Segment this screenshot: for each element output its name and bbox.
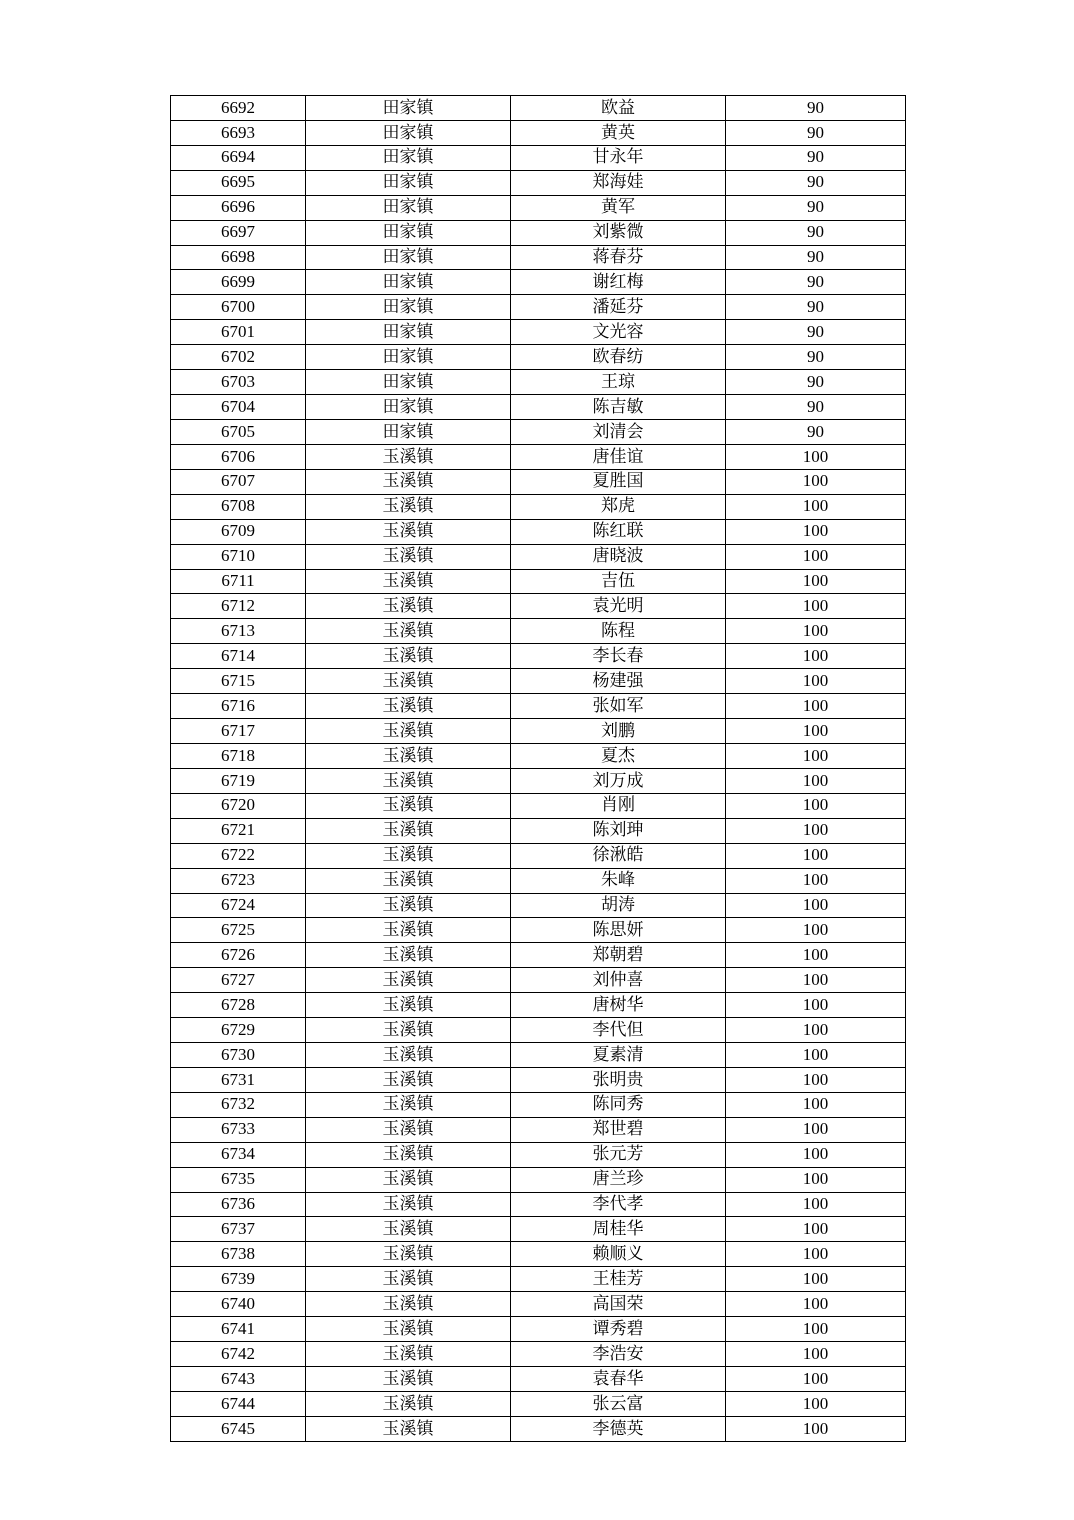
cell-town: 玉溪镇 [306, 694, 511, 719]
cell-name: 朱峰 [511, 868, 726, 893]
cell-score: 90 [726, 245, 906, 270]
cell-town: 玉溪镇 [306, 1242, 511, 1267]
table-row [171, 170, 906, 195]
cell-name: 张明贵 [511, 1067, 726, 1092]
cell-score: 100 [726, 1242, 906, 1267]
cell-score: 100 [726, 793, 906, 818]
cell-id: 6711 [171, 569, 306, 594]
cell-town: 玉溪镇 [306, 1142, 511, 1167]
cell-town: 玉溪镇 [306, 1416, 511, 1441]
table-row [171, 320, 906, 345]
table-row [171, 619, 906, 644]
roster-table [170, 95, 906, 1442]
cell-town: 玉溪镇 [306, 818, 511, 843]
table-row [171, 968, 906, 993]
cell-id: 6707 [171, 469, 306, 494]
cell-name: 欧春纺 [511, 345, 726, 370]
cell-name: 杨建强 [511, 669, 726, 694]
table-row [171, 1391, 906, 1416]
cell-name: 赖顺义 [511, 1242, 726, 1267]
cell-name: 郑虎 [511, 494, 726, 519]
table-row [171, 519, 906, 544]
cell-name: 郑世碧 [511, 1117, 726, 1142]
cell-town: 玉溪镇 [306, 1317, 511, 1342]
table-row [171, 120, 906, 145]
cell-town: 田家镇 [306, 419, 511, 444]
cell-town: 玉溪镇 [306, 918, 511, 943]
table-row [171, 843, 906, 868]
cell-name: 陈吉敏 [511, 395, 726, 420]
cell-town: 玉溪镇 [306, 719, 511, 744]
cell-town: 玉溪镇 [306, 619, 511, 644]
cell-id: 6695 [171, 170, 306, 195]
cell-name: 欧益 [511, 96, 726, 121]
table-row [171, 1317, 906, 1342]
table-row [171, 444, 906, 469]
table-row [171, 868, 906, 893]
cell-id: 6708 [171, 494, 306, 519]
cell-town: 玉溪镇 [306, 1292, 511, 1317]
table-row [171, 993, 906, 1018]
cell-town: 玉溪镇 [306, 1018, 511, 1043]
table-row [171, 1018, 906, 1043]
cell-score: 90 [726, 120, 906, 145]
table-row [171, 1092, 906, 1117]
cell-name: 唐晓波 [511, 544, 726, 569]
cell-score: 90 [726, 345, 906, 370]
cell-score: 100 [726, 569, 906, 594]
table-row [171, 1367, 906, 1392]
cell-score: 100 [726, 843, 906, 868]
table-row [171, 793, 906, 818]
cell-id: 6704 [171, 395, 306, 420]
cell-name: 李德英 [511, 1416, 726, 1441]
cell-score: 90 [726, 395, 906, 420]
cell-score: 100 [726, 1367, 906, 1392]
cell-town: 田家镇 [306, 195, 511, 220]
cell-id: 6713 [171, 619, 306, 644]
table-row [171, 270, 906, 295]
cell-town: 玉溪镇 [306, 1092, 511, 1117]
cell-town: 玉溪镇 [306, 768, 511, 793]
cell-score: 100 [726, 1192, 906, 1217]
cell-score: 100 [726, 1391, 906, 1416]
cell-town: 玉溪镇 [306, 669, 511, 694]
cell-id: 6698 [171, 245, 306, 270]
cell-town: 玉溪镇 [306, 893, 511, 918]
cell-score: 100 [726, 544, 906, 569]
cell-name: 胡涛 [511, 893, 726, 918]
cell-name: 袁光明 [511, 594, 726, 619]
table-row [171, 669, 906, 694]
cell-name: 谭秀碧 [511, 1317, 726, 1342]
cell-score: 90 [726, 145, 906, 170]
cell-score: 100 [726, 1217, 906, 1242]
cell-id: 6719 [171, 768, 306, 793]
cell-town: 玉溪镇 [306, 843, 511, 868]
cell-town: 田家镇 [306, 320, 511, 345]
table-row [171, 220, 906, 245]
cell-name: 陈思妍 [511, 918, 726, 943]
cell-id: 6700 [171, 295, 306, 320]
cell-id: 6702 [171, 345, 306, 370]
cell-score: 100 [726, 993, 906, 1018]
cell-id: 6718 [171, 743, 306, 768]
cell-id: 6727 [171, 968, 306, 993]
cell-name: 甘永年 [511, 145, 726, 170]
cell-score: 100 [726, 818, 906, 843]
cell-name: 李浩安 [511, 1342, 726, 1367]
cell-name: 李代孝 [511, 1192, 726, 1217]
cell-score: 100 [726, 1267, 906, 1292]
table-row [171, 719, 906, 744]
cell-name: 刘仲喜 [511, 968, 726, 993]
table-row [171, 893, 906, 918]
cell-score: 100 [726, 1142, 906, 1167]
cell-name: 潘延芬 [511, 295, 726, 320]
cell-id: 6721 [171, 818, 306, 843]
table-row [171, 469, 906, 494]
cell-town: 田家镇 [306, 270, 511, 295]
cell-score: 100 [726, 868, 906, 893]
cell-score: 100 [726, 943, 906, 968]
cell-score: 100 [726, 743, 906, 768]
cell-score: 100 [726, 1067, 906, 1092]
cell-town: 田家镇 [306, 370, 511, 395]
cell-name: 周桂华 [511, 1217, 726, 1242]
table-row [171, 1342, 906, 1367]
table-row [171, 1117, 906, 1142]
cell-name: 谢红梅 [511, 270, 726, 295]
table-row [171, 1142, 906, 1167]
cell-name: 陈程 [511, 619, 726, 644]
cell-score: 100 [726, 1018, 906, 1043]
table-row [171, 1416, 906, 1441]
cell-name: 陈刘珅 [511, 818, 726, 843]
cell-id: 6717 [171, 719, 306, 744]
table-row [171, 96, 906, 121]
cell-name: 张如军 [511, 694, 726, 719]
cell-town: 玉溪镇 [306, 968, 511, 993]
cell-id: 6696 [171, 195, 306, 220]
cell-score: 90 [726, 419, 906, 444]
cell-score: 100 [726, 768, 906, 793]
cell-name: 郑朝碧 [511, 943, 726, 968]
cell-score: 100 [726, 719, 906, 744]
cell-name: 陈同秀 [511, 1092, 726, 1117]
cell-id: 6716 [171, 694, 306, 719]
cell-id: 6737 [171, 1217, 306, 1242]
table-row [171, 1043, 906, 1068]
cell-town: 玉溪镇 [306, 993, 511, 1018]
cell-name: 文光容 [511, 320, 726, 345]
cell-town: 玉溪镇 [306, 743, 511, 768]
cell-id: 6740 [171, 1292, 306, 1317]
cell-town: 田家镇 [306, 96, 511, 121]
cell-town: 玉溪镇 [306, 1267, 511, 1292]
cell-score: 100 [726, 1043, 906, 1068]
cell-name: 黄军 [511, 195, 726, 220]
cell-name: 肖刚 [511, 793, 726, 818]
cell-name: 高国荣 [511, 1292, 726, 1317]
cell-town: 玉溪镇 [306, 644, 511, 669]
cell-town: 玉溪镇 [306, 469, 511, 494]
cell-town: 田家镇 [306, 395, 511, 420]
cell-score: 100 [726, 644, 906, 669]
cell-name: 夏素清 [511, 1043, 726, 1068]
cell-name: 刘鹏 [511, 719, 726, 744]
cell-id: 6705 [171, 419, 306, 444]
cell-score: 100 [726, 519, 906, 544]
cell-score: 90 [726, 220, 906, 245]
cell-score: 100 [726, 893, 906, 918]
cell-score: 90 [726, 195, 906, 220]
cell-town: 玉溪镇 [306, 1217, 511, 1242]
cell-name: 王桂芳 [511, 1267, 726, 1292]
cell-town: 田家镇 [306, 120, 511, 145]
cell-id: 6692 [171, 96, 306, 121]
cell-score: 100 [726, 1317, 906, 1342]
cell-name: 王琼 [511, 370, 726, 395]
cell-id: 6729 [171, 1018, 306, 1043]
table-row [171, 1292, 906, 1317]
cell-id: 6720 [171, 793, 306, 818]
cell-id: 6723 [171, 868, 306, 893]
table-row [171, 544, 906, 569]
table-row [171, 594, 906, 619]
cell-name: 袁春华 [511, 1367, 726, 1392]
cell-id: 6735 [171, 1167, 306, 1192]
table-row [171, 569, 906, 594]
table-row [171, 1242, 906, 1267]
cell-id: 6703 [171, 370, 306, 395]
cell-id: 6731 [171, 1067, 306, 1092]
cell-id: 6709 [171, 519, 306, 544]
cell-town: 玉溪镇 [306, 1117, 511, 1142]
cell-town: 田家镇 [306, 295, 511, 320]
cell-score: 90 [726, 270, 906, 295]
cell-name: 张元芳 [511, 1142, 726, 1167]
table-row [171, 1192, 906, 1217]
table-row [171, 943, 906, 968]
table-row [171, 743, 906, 768]
cell-score: 100 [726, 1292, 906, 1317]
table-row [171, 419, 906, 444]
cell-name: 蒋春芬 [511, 245, 726, 270]
cell-name: 黄英 [511, 120, 726, 145]
cell-score: 90 [726, 320, 906, 345]
cell-town: 玉溪镇 [306, 1067, 511, 1092]
cell-name: 夏胜国 [511, 469, 726, 494]
cell-score: 100 [726, 619, 906, 644]
cell-id: 6697 [171, 220, 306, 245]
cell-id: 6715 [171, 669, 306, 694]
cell-town: 玉溪镇 [306, 1342, 511, 1367]
cell-id: 6710 [171, 544, 306, 569]
cell-town: 玉溪镇 [306, 444, 511, 469]
cell-id: 6742 [171, 1342, 306, 1367]
cell-score: 100 [726, 594, 906, 619]
cell-score: 100 [726, 1416, 906, 1441]
cell-id: 6738 [171, 1242, 306, 1267]
cell-id: 6732 [171, 1092, 306, 1117]
table-row [171, 195, 906, 220]
cell-name: 刘清会 [511, 419, 726, 444]
cell-name: 李代但 [511, 1018, 726, 1043]
table-row [171, 295, 906, 320]
table-row [171, 395, 906, 420]
table-row [171, 694, 906, 719]
cell-id: 6745 [171, 1416, 306, 1441]
cell-id: 6726 [171, 943, 306, 968]
cell-town: 玉溪镇 [306, 594, 511, 619]
table-row [171, 145, 906, 170]
cell-id: 6722 [171, 843, 306, 868]
cell-score: 100 [726, 1342, 906, 1367]
cell-name: 李长春 [511, 644, 726, 669]
table-row [171, 644, 906, 669]
cell-name: 吉伍 [511, 569, 726, 594]
cell-name: 唐佳谊 [511, 444, 726, 469]
cell-id: 6701 [171, 320, 306, 345]
cell-score: 100 [726, 444, 906, 469]
cell-score: 90 [726, 170, 906, 195]
table-row [171, 1217, 906, 1242]
cell-score: 100 [726, 669, 906, 694]
table-row [171, 345, 906, 370]
cell-town: 玉溪镇 [306, 1367, 511, 1392]
cell-name: 唐兰珍 [511, 1167, 726, 1192]
table-row [171, 1167, 906, 1192]
cell-town: 玉溪镇 [306, 1043, 511, 1068]
cell-name: 刘紫微 [511, 220, 726, 245]
cell-name: 张云富 [511, 1391, 726, 1416]
cell-score: 100 [726, 494, 906, 519]
table-row [171, 918, 906, 943]
cell-score: 90 [726, 96, 906, 121]
cell-score: 100 [726, 469, 906, 494]
cell-score: 100 [726, 1092, 906, 1117]
cell-id: 6741 [171, 1317, 306, 1342]
table-row [171, 768, 906, 793]
cell-score: 90 [726, 295, 906, 320]
cell-town: 田家镇 [306, 245, 511, 270]
cell-id: 6694 [171, 145, 306, 170]
cell-town: 玉溪镇 [306, 1391, 511, 1416]
cell-town: 玉溪镇 [306, 1192, 511, 1217]
cell-id: 6736 [171, 1192, 306, 1217]
cell-name: 郑海娃 [511, 170, 726, 195]
cell-id: 6714 [171, 644, 306, 669]
cell-id: 6699 [171, 270, 306, 295]
cell-town: 田家镇 [306, 170, 511, 195]
cell-town: 田家镇 [306, 220, 511, 245]
cell-name: 刘万成 [511, 768, 726, 793]
cell-id: 6739 [171, 1267, 306, 1292]
table-row [171, 494, 906, 519]
cell-id: 6733 [171, 1117, 306, 1142]
cell-name: 徐湫皓 [511, 843, 726, 868]
cell-name: 陈红联 [511, 519, 726, 544]
cell-id: 6744 [171, 1391, 306, 1416]
table-row [171, 1067, 906, 1092]
cell-name: 唐树华 [511, 993, 726, 1018]
cell-id: 6693 [171, 120, 306, 145]
cell-town: 玉溪镇 [306, 943, 511, 968]
table-row [171, 370, 906, 395]
cell-town: 田家镇 [306, 145, 511, 170]
cell-id: 6725 [171, 918, 306, 943]
cell-id: 6728 [171, 993, 306, 1018]
cell-score: 100 [726, 1117, 906, 1142]
table-row [171, 1267, 906, 1292]
cell-id: 6730 [171, 1043, 306, 1068]
cell-town: 玉溪镇 [306, 519, 511, 544]
table-row [171, 818, 906, 843]
cell-score: 100 [726, 918, 906, 943]
cell-score: 100 [726, 968, 906, 993]
cell-id: 6734 [171, 1142, 306, 1167]
cell-town: 玉溪镇 [306, 569, 511, 594]
cell-score: 100 [726, 694, 906, 719]
cell-id: 6706 [171, 444, 306, 469]
cell-score: 100 [726, 1167, 906, 1192]
cell-score: 90 [726, 370, 906, 395]
cell-town: 玉溪镇 [306, 494, 511, 519]
table-row [171, 245, 906, 270]
cell-town: 玉溪镇 [306, 1167, 511, 1192]
cell-id: 6724 [171, 893, 306, 918]
cell-id: 6712 [171, 594, 306, 619]
table-body [171, 96, 906, 1442]
cell-town: 田家镇 [306, 345, 511, 370]
cell-id: 6743 [171, 1367, 306, 1392]
cell-name: 夏杰 [511, 743, 726, 768]
cell-town: 玉溪镇 [306, 793, 511, 818]
cell-town: 玉溪镇 [306, 544, 511, 569]
cell-town: 玉溪镇 [306, 868, 511, 893]
